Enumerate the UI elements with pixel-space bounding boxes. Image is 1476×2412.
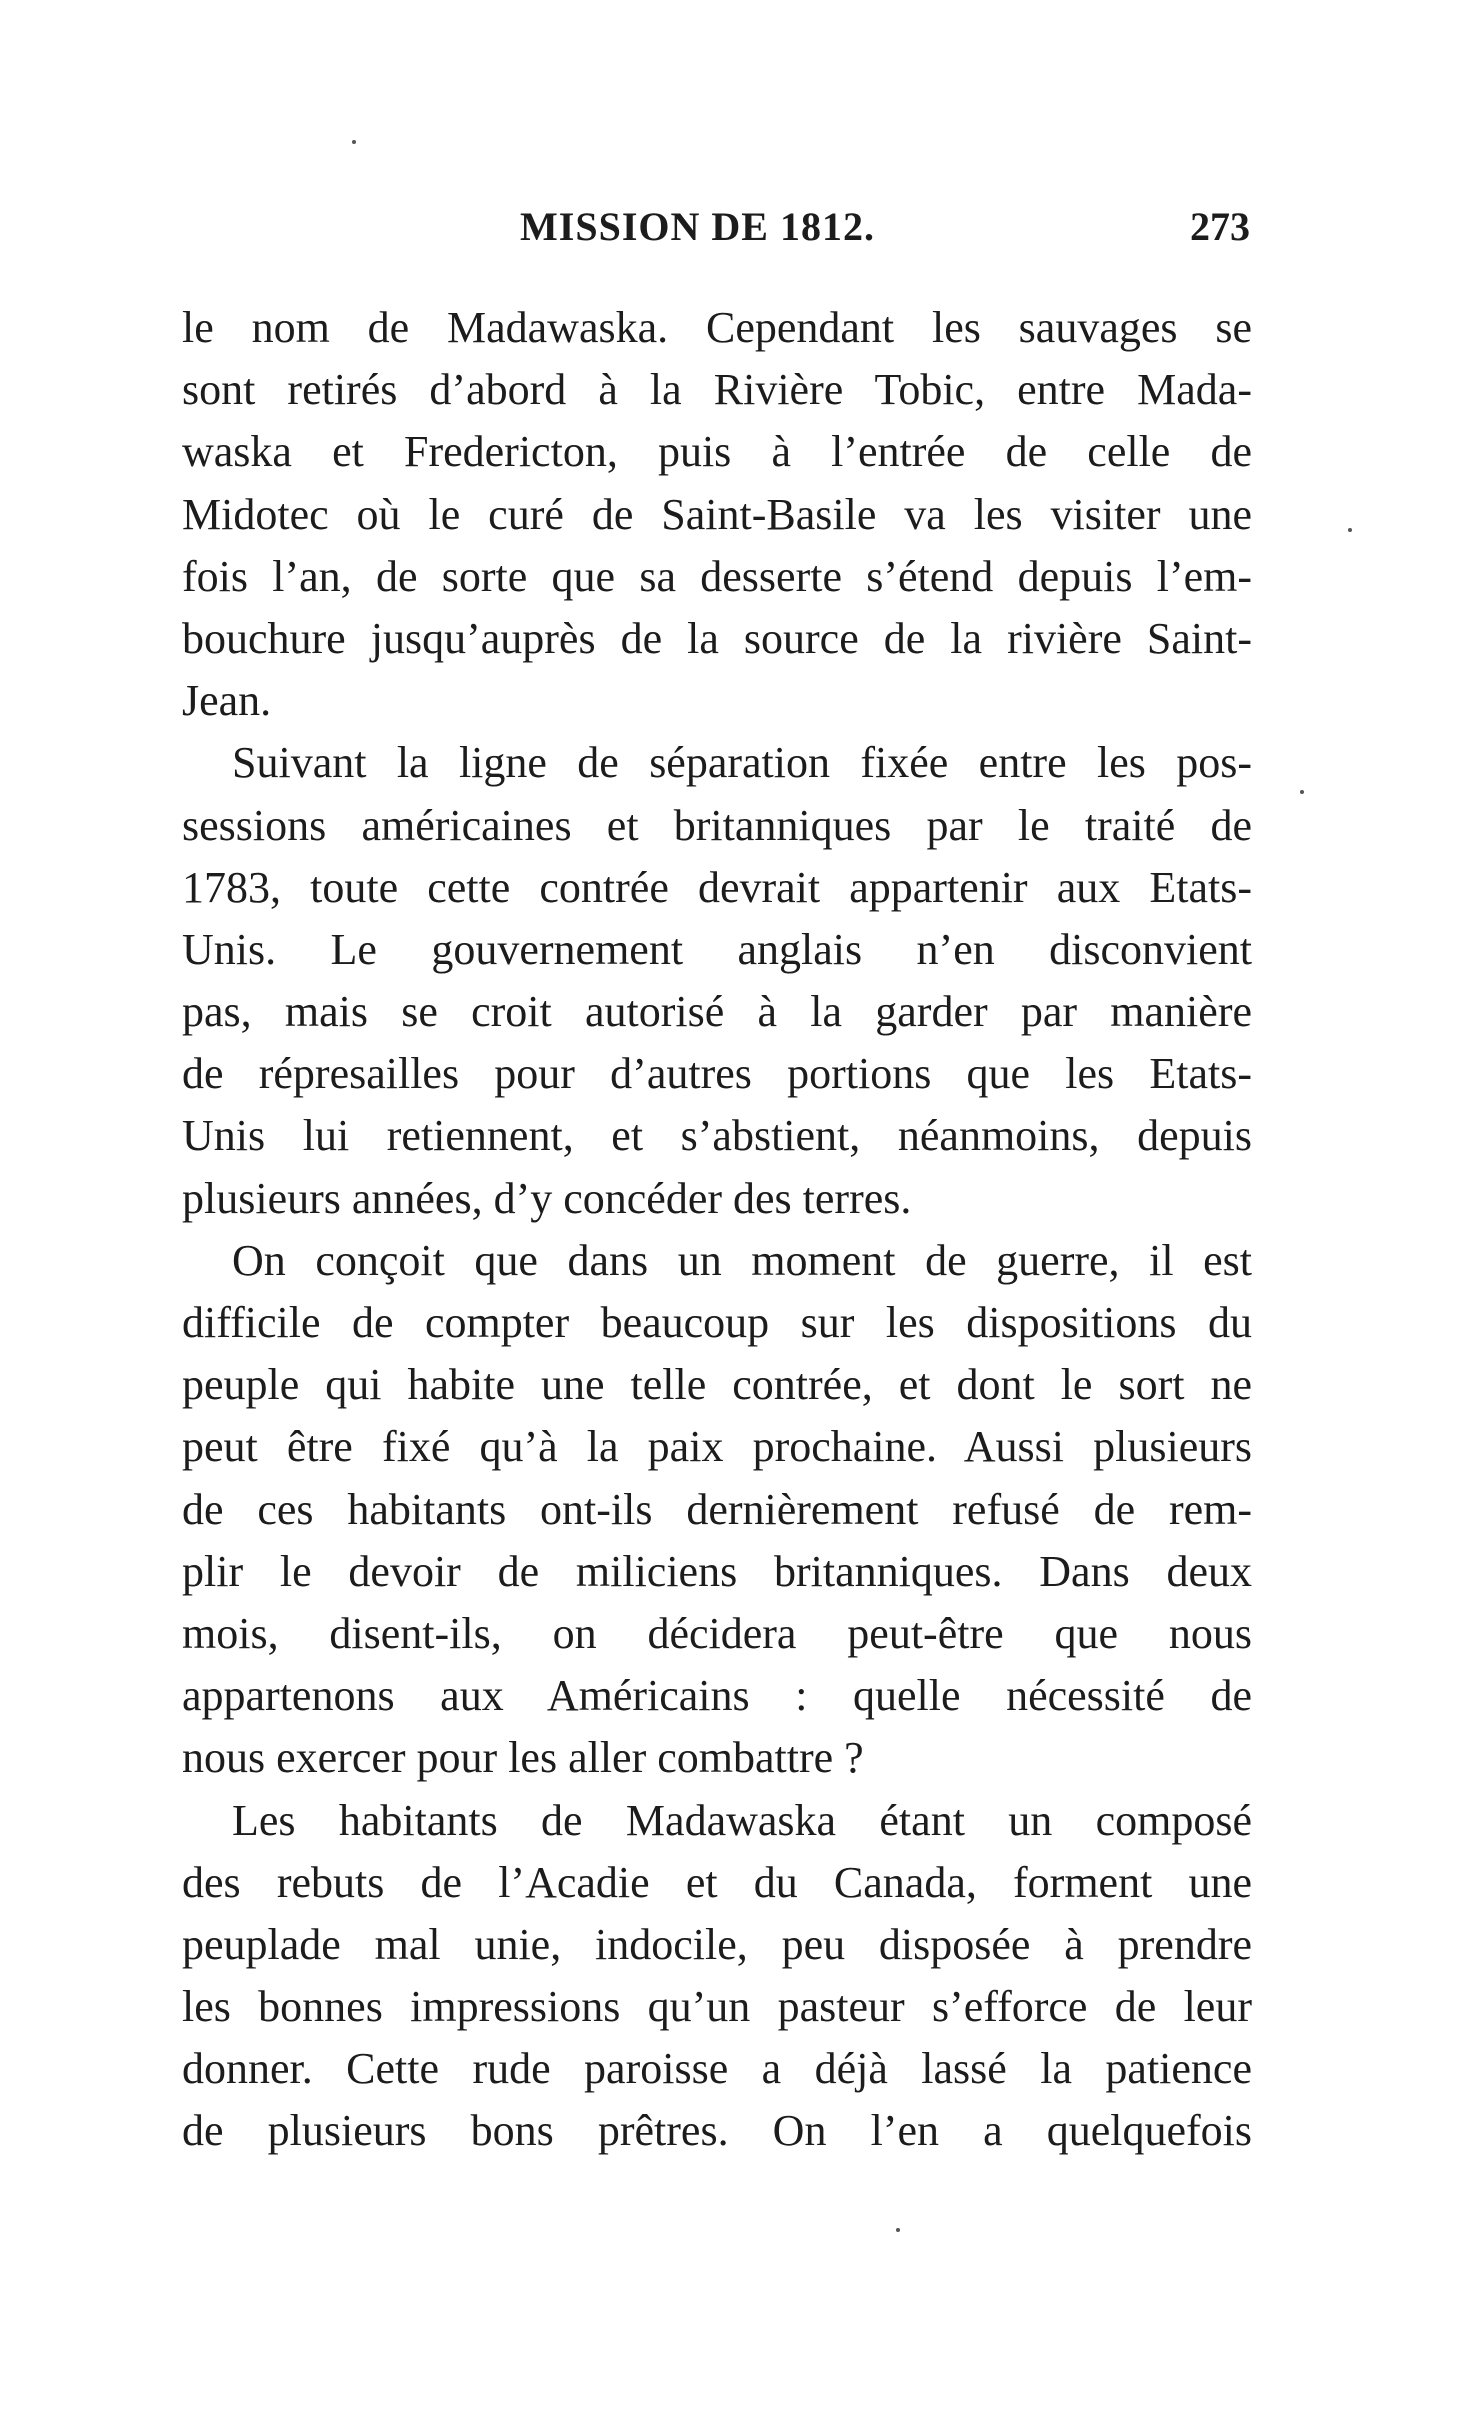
- text-line: plusieurs années, d’y concéder des terres.: [182, 1173, 912, 1223]
- text-line: bouchure jusqu’auprès de la source de la rivière Saint-: [182, 613, 1252, 663]
- text-line: 1783, toute cette contrée devrait appartenir aux Etats-: [182, 862, 1252, 912]
- running-title: MISSION DE 1812.: [520, 204, 875, 249]
- ink-speck: [896, 2228, 900, 2232]
- text-line: pas, mais se croit autorisé à la garder par manière: [182, 987, 1252, 1037]
- page-number: 273: [1190, 204, 1250, 249]
- text-line: de répresailles pour d’autres portions que les Etats-: [182, 1049, 1252, 1099]
- text-line: de plusieurs bons prêtres. On l’en a quelquefois: [182, 2106, 1252, 2156]
- text-line: appartenons aux Américains : quelle nécessité de: [182, 1671, 1252, 1721]
- text-line: Jean.: [182, 676, 272, 726]
- running-head: [180, 195, 1250, 255]
- text-line: les bonnes impressions qu’un pasteur s’efforce de leur: [182, 1982, 1252, 2032]
- body-text: [182, 297, 1252, 2163]
- text-line: le nom de Madawaska. Cependant les sauvages se: [182, 303, 1252, 352]
- paragraph-first-line: Les habitants de Madawaska étant un composé: [232, 1795, 1252, 1845]
- text-line: peuple qui habite une telle contrée, et dont le sort ne: [182, 1360, 1252, 1410]
- text-line: peut être fixé qu’à la paix prochaine. Aussi plusieurs: [182, 1422, 1252, 1472]
- text-line: difficile de compter beaucoup sur les dispositions du: [182, 1298, 1252, 1347]
- text-line: fois l’an, de sorte que sa desserte s’étend depuis l’em-: [182, 551, 1252, 601]
- text-line: plir le devoir de miliciens britanniques. Dans deux: [182, 1546, 1252, 1596]
- text-line: Unis lui retiennent, et s’abstient, néanmoins, depuis: [182, 1111, 1252, 1161]
- text-line: de ces habitants ont-ils dernièrement refusé de rem-: [182, 1484, 1252, 1534]
- ink-speck: [1348, 528, 1352, 532]
- text-line: mois, disent-ils, on décidera peut-être que nous: [182, 1608, 1252, 1658]
- text-line: Midotec où le curé de Saint-Basile va les visiter une: [182, 489, 1252, 539]
- text-line: des rebuts de l’Acadie et du Canada, forment une: [182, 1857, 1252, 1907]
- text-line: peuplade mal unie, indocile, peu disposée à prendre: [182, 1919, 1252, 1969]
- ink-speck: [1300, 790, 1304, 794]
- text-line: sessions américaines et britanniques par le traité de: [182, 800, 1252, 850]
- text-line: sont retirés d’abord à la Rivière Tobic, entre Mada-: [182, 365, 1252, 415]
- ink-speck: [352, 140, 356, 144]
- paragraph-first-line: Suivant la ligne de séparation fixée entre les pos-: [232, 738, 1252, 788]
- text-line: donner. Cette rude paroisse a déjà lassé la patience: [182, 2044, 1252, 2094]
- paragraph-first-line: On conçoit que dans un moment de guerre, il est: [232, 1235, 1252, 1285]
- text-line: Unis. Le gouvernement anglais n’en disconvient: [182, 924, 1252, 974]
- text-line: nous exercer pour les aller combattre ?: [182, 1733, 864, 1783]
- text-line: waska et Fredericton, puis à l’entrée de celle de: [182, 427, 1252, 477]
